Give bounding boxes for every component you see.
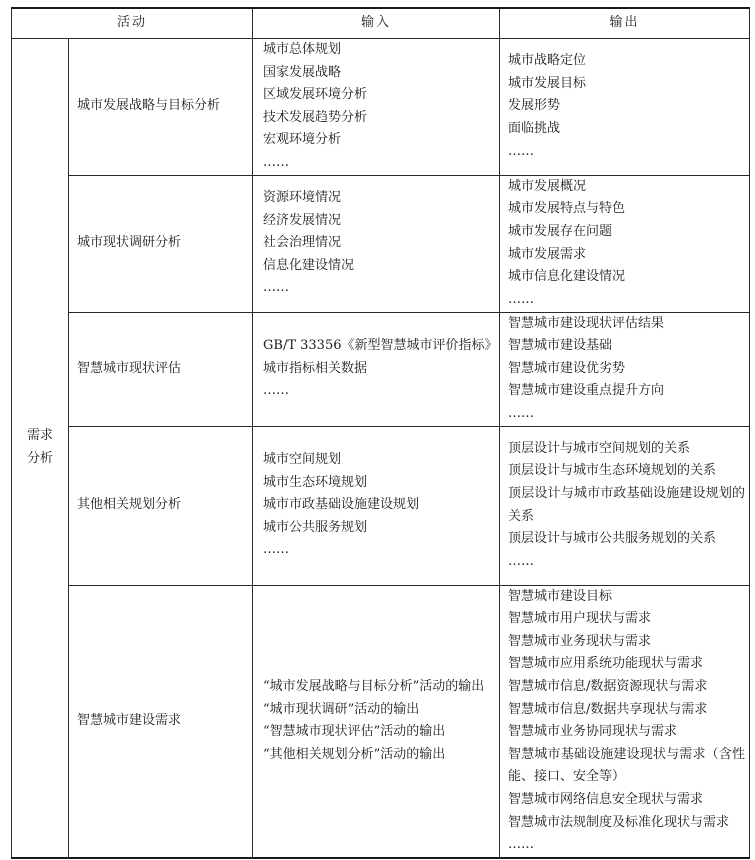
category-line-1: 需求 — [26, 428, 53, 444]
output-item: 城市发展存在问题 — [508, 223, 613, 239]
input-item: 城市生态环境规划 — [263, 474, 368, 490]
input-item: …… — [263, 383, 290, 399]
input-item: GB/T 33356《新型智慧城市评价指标》 — [263, 338, 498, 354]
activity-cell: 城市现状调研分析 — [69, 175, 253, 312]
output-item: 智慧城市基础设施建设现状与需求（含性能、接口、安全等） — [508, 746, 746, 785]
input-item: …… — [263, 154, 290, 170]
input-item: 信息化建设情况 — [263, 257, 355, 273]
input-cell — [253, 426, 500, 585]
input-cell — [253, 312, 500, 426]
output-item: 智慧城市法规制度及标准化现状与需求 — [508, 814, 730, 830]
input-item: 城市总体规划 — [263, 42, 342, 57]
input-item: “城市发展战略与目标分析”活动的输出 — [263, 678, 485, 694]
output-item: 智慧城市业务协同现状与需求 — [508, 724, 678, 740]
output-cell — [500, 175, 750, 312]
output-item: 顶层设计与城市公共服务规划的关系 — [508, 531, 717, 547]
table-row — [12, 585, 750, 858]
table-row — [12, 175, 750, 312]
output-item: 城市发展需求 — [508, 246, 587, 262]
input-item: 城市指标相关数据 — [263, 360, 368, 376]
output-item: 智慧城市建设基础 — [508, 338, 613, 354]
input-item: …… — [263, 280, 290, 296]
output-cell — [500, 426, 750, 585]
output-item: 城市发展目标 — [508, 75, 587, 91]
input-cell — [253, 175, 500, 312]
output-item: 智慧城市业务现状与需求 — [508, 633, 652, 649]
output-item: 智慧城市建设目标 — [508, 588, 613, 604]
output-item: 智慧城市用户现状与需求 — [508, 611, 652, 627]
output-item: 城市发展概况 — [508, 178, 587, 194]
output-item: 顶层设计与城市空间规划的关系 — [508, 440, 691, 456]
output-item: 城市信息化建设情况 — [508, 269, 626, 285]
output-item: 智慧城市建设优劣势 — [508, 360, 626, 376]
output-item: …… — [508, 143, 535, 159]
output-item: 城市发展特点与特色 — [508, 201, 626, 217]
header-activity: 活动 — [12, 8, 253, 39]
output-cell — [500, 585, 750, 858]
output-item: 智慧城市建设现状评估结果 — [508, 315, 665, 331]
output-item: 发展形势 — [508, 98, 561, 114]
input-item: 社会治理情况 — [263, 235, 342, 251]
output-item: 城市战略定位 — [508, 53, 587, 69]
output-item: 智慧城市信息/数据资源现状与需求 — [508, 678, 708, 694]
input-item: 国家发展战略 — [263, 64, 342, 80]
output-item: …… — [508, 405, 535, 421]
input-item: 城市市政基础设施建设规划 — [263, 497, 420, 513]
output-item: 智慧城市建设重点提升方向 — [508, 383, 665, 399]
activity-cell: 智慧城市建设需求 — [69, 585, 253, 858]
input-item: 城市空间规划 — [263, 452, 342, 468]
input-item: 宏观环境分析 — [263, 132, 342, 148]
output-item: …… — [508, 291, 535, 307]
output-item: 顶层设计与城市市政基础设施建设规划的关系 — [508, 485, 746, 524]
input-item: “其他相关规划分析”活动的输出 — [263, 746, 446, 762]
output-cell — [500, 39, 750, 176]
output-item: 面临挑战 — [508, 121, 561, 137]
output-item: 智慧城市网络信息安全现状与需求 — [508, 791, 704, 807]
input-cell — [253, 585, 500, 858]
category-line-2: 分析 — [26, 450, 53, 466]
output-cell — [500, 312, 750, 426]
output-item: 顶层设计与城市生态环境规划的关系 — [508, 463, 717, 479]
output-item: …… — [508, 553, 535, 569]
activity-cell: 智慧城市现状评估 — [69, 312, 253, 426]
table-header-row — [12, 8, 750, 39]
header-output: 输出 — [500, 8, 750, 39]
table-row — [12, 312, 750, 426]
output-item: …… — [508, 837, 535, 853]
input-item: 经济发展情况 — [263, 212, 342, 228]
header-input: 输入 — [253, 8, 500, 39]
output-item: 智慧城市信息/数据共享现状与需求 — [508, 701, 708, 717]
requirements-analysis-table — [11, 7, 750, 859]
activity-cell: 城市发展战略与目标分析 — [69, 39, 253, 176]
input-item: 区域发展环境分析 — [263, 87, 368, 103]
input-item: “智慧城市现状评估”活动的输出 — [263, 724, 446, 740]
input-item: …… — [263, 542, 290, 558]
input-item: 城市公共服务规划 — [263, 519, 368, 535]
input-cell — [253, 39, 500, 176]
category-cell — [12, 39, 69, 858]
input-item: 资源环境情况 — [263, 190, 342, 206]
table-row — [12, 39, 750, 176]
output-item: 智慧城市应用系统功能现状与需求 — [508, 656, 704, 672]
input-item: “城市现状调研”活动的输出 — [263, 701, 420, 717]
input-item: 技术发展趋势分析 — [263, 109, 368, 125]
activity-cell: 其他相关规划分析 — [69, 426, 253, 585]
table-row — [12, 426, 750, 585]
